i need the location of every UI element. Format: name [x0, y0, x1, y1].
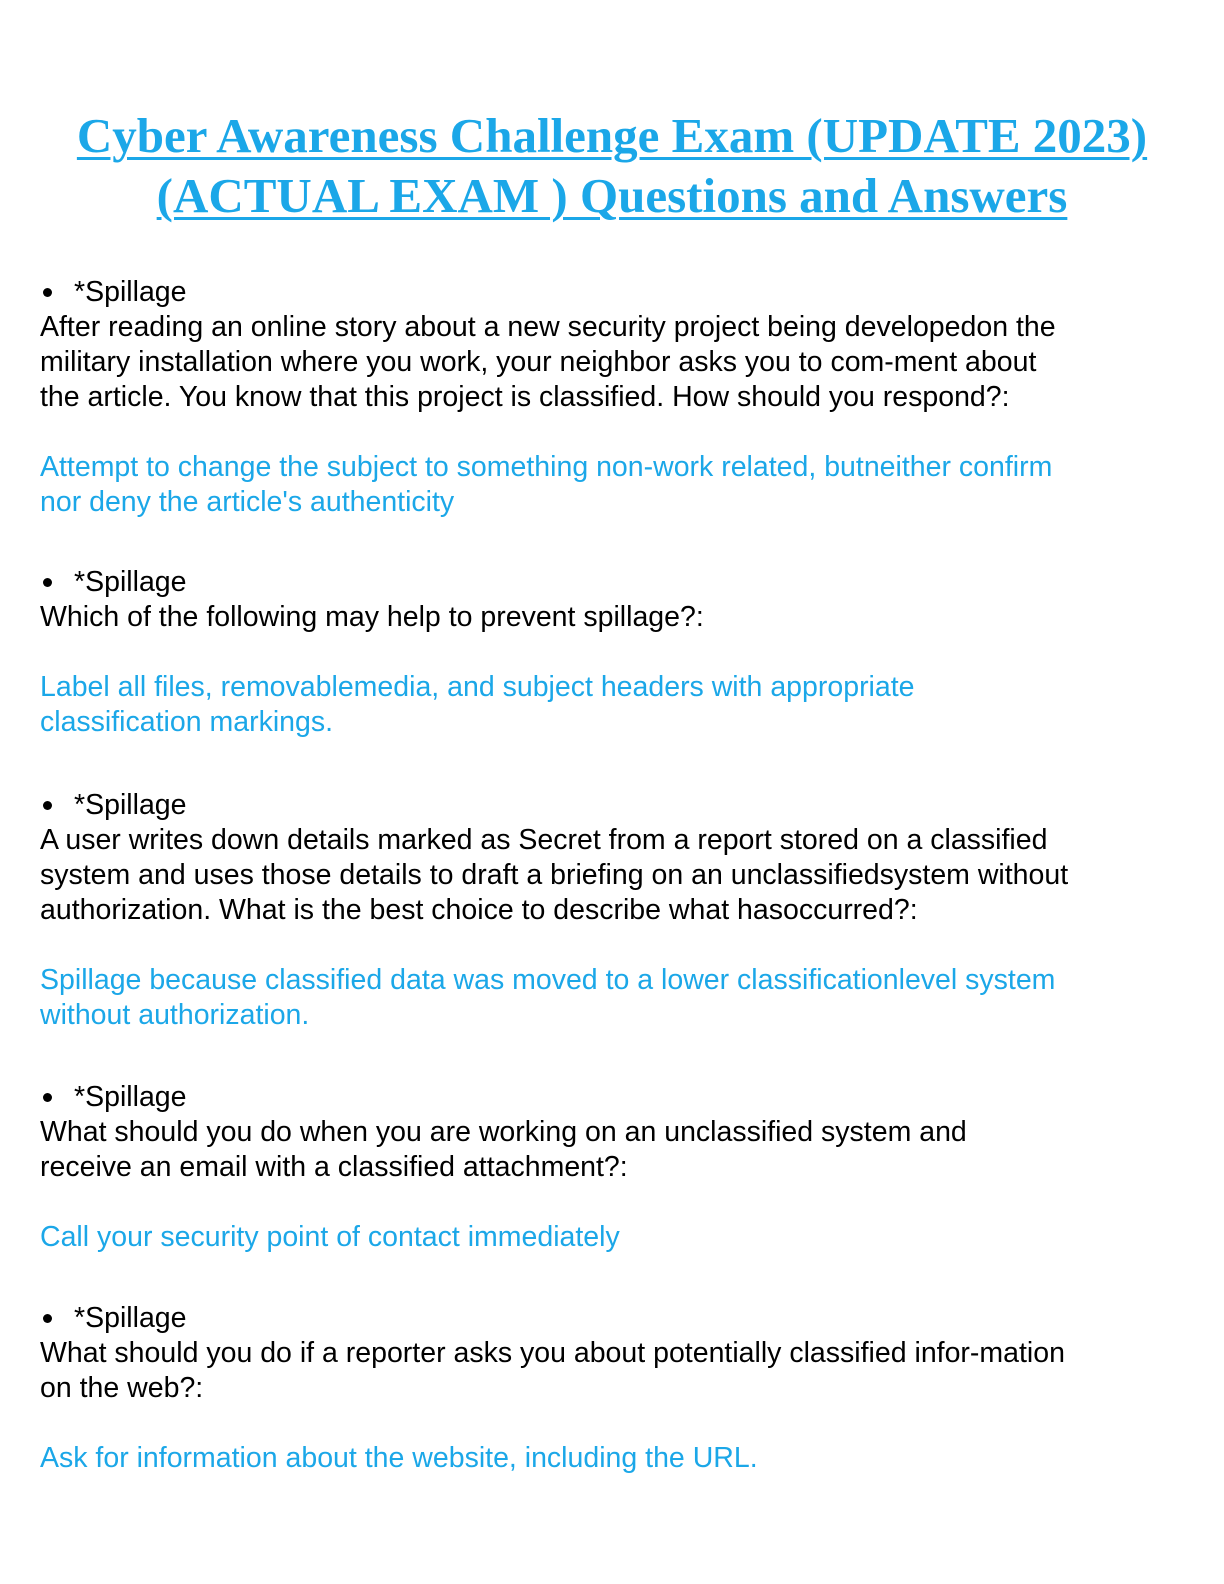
- bullet-icon: [43, 1314, 52, 1323]
- answer-line: Spillage because classified data was moved to a lower classificationlevel system: [40, 964, 1056, 996]
- answer-text: [40, 963, 1190, 1033]
- question-line: on the web?:: [40, 1372, 204, 1404]
- question-line: A user writes down details marked as Secret from a report stored on a classified: [40, 824, 1048, 856]
- category-heading: [40, 565, 1190, 600]
- question-text: [40, 1115, 1190, 1185]
- answer-text: [40, 1220, 1190, 1255]
- answer-line: nor deny the article's authenticity: [40, 486, 455, 518]
- bullet-icon: [43, 1093, 52, 1102]
- category-label: *Spillage: [74, 276, 187, 308]
- category-heading: [40, 275, 1190, 310]
- question-line: What should you do if a reporter asks you about potentially classified infor-mation: [40, 1337, 1065, 1369]
- title-line-2: (ACTUAL EXAM ) Questions and Answers: [156, 168, 1068, 223]
- qa-item: [40, 275, 1190, 520]
- document-title: [20, 106, 1204, 226]
- question-line: receive an email with a classified attachment?:: [40, 1151, 628, 1183]
- qa-item: [40, 788, 1190, 1033]
- answer-text: [40, 450, 1190, 520]
- category-heading: [40, 1080, 1190, 1115]
- question-text: [40, 600, 1190, 635]
- question-line: Which of the following may help to prevent spillage?:: [40, 601, 704, 633]
- answer-line: Ask for information about the website, including the URL.: [40, 1442, 758, 1474]
- question-text: [40, 1336, 1190, 1406]
- question-line: What should you do when you are working on an unclassified system and: [40, 1116, 967, 1148]
- answer-line: classification markings.: [40, 706, 334, 738]
- category-label: *Spillage: [74, 1081, 187, 1113]
- category-heading: [40, 1301, 1190, 1336]
- question-text: [40, 823, 1190, 928]
- title-line-1: Cyber Awareness Challenge Exam (UPDATE 2023): [76, 108, 1148, 163]
- category-label: *Spillage: [74, 566, 187, 598]
- category-label: *Spillage: [74, 789, 187, 821]
- bullet-icon: [43, 578, 52, 587]
- question-line: the article. You know that this project is classified. How should you respond?:: [40, 381, 1010, 413]
- answer-text: [40, 1441, 1190, 1476]
- question-text: [40, 310, 1190, 415]
- qa-item: [40, 565, 1190, 740]
- answer-text: [40, 670, 1190, 740]
- question-line: military installation where you work, your neighbor asks you to com-ment about: [40, 346, 1037, 378]
- answer-line: Call your security point of contact immediately: [40, 1221, 620, 1253]
- category-label: *Spillage: [74, 1302, 187, 1334]
- question-line: After reading an online story about a new security project being developedon the: [40, 311, 1056, 343]
- question-line: authorization. What is the best choice to describe what hasoccurred?:: [40, 894, 918, 926]
- bullet-icon: [43, 288, 52, 297]
- answer-line: Attempt to change the subject to something non-work related, butneither confirm: [40, 451, 1053, 483]
- bullet-icon: [43, 801, 52, 810]
- category-heading: [40, 788, 1190, 823]
- qa-item: [40, 1301, 1190, 1476]
- qa-item: [40, 1080, 1190, 1255]
- question-line: system and uses those details to draft a briefing on an unclassifiedsystem without: [40, 859, 1069, 891]
- answer-line: Label all files, removablemedia, and subject headers with appropriate: [40, 671, 915, 703]
- answer-line: without authorization.: [40, 999, 310, 1031]
